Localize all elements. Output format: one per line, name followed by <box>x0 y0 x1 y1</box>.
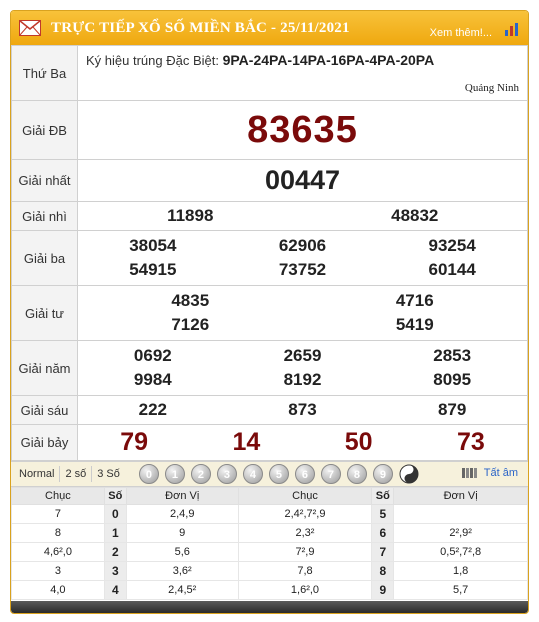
mode-normal-button[interactable]: Normal <box>11 466 60 482</box>
loto-don-vi: 2,4,9 <box>126 505 238 524</box>
province-name: Quảng Ninh <box>464 82 519 94</box>
prize-g5-number: 8192 <box>283 370 322 389</box>
prize-g4-number: 5419 <box>395 315 434 334</box>
digit-filter <box>139 464 419 484</box>
loto-don-vi <box>394 505 528 524</box>
loto-so: 7 <box>372 543 394 562</box>
prize-g4-number: 4716 <box>395 291 434 310</box>
prize-g4-number: 7126 <box>171 315 210 334</box>
loto-so: 0 <box>104 505 126 524</box>
see-more-link[interactable]: Xem thêm!... <box>429 27 492 39</box>
loto-so: 5 <box>372 505 394 524</box>
prize-g1-number: 00447 <box>264 165 341 195</box>
all-sound-button[interactable] <box>462 467 518 479</box>
loto-header-chuc: Chục <box>238 488 372 505</box>
digit-3-button[interactable]: 3 <box>217 464 237 484</box>
loto-don-vi: 3,6² <box>126 562 238 581</box>
loto-don-vi: 5,7 <box>394 581 528 600</box>
table-row <box>12 562 528 581</box>
special-code-row <box>78 46 528 101</box>
prize-g5-number: 0692 <box>133 346 172 365</box>
digit-2-button[interactable]: 2 <box>191 464 211 484</box>
prize-g5-number: 8095 <box>433 370 472 389</box>
loto-don-vi: 2,4,5² <box>126 581 238 600</box>
prize-label-g2: Giải nhì <box>12 202 78 231</box>
widget-header <box>11 11 528 45</box>
loto-don-vi: 5,6 <box>126 543 238 562</box>
loto-table <box>11 487 528 600</box>
loto-so: 1 <box>104 524 126 543</box>
prize-label-g6: Giải sáu <box>12 396 78 425</box>
loto-chuc: 2,4²,7²,9 <box>238 505 372 524</box>
digit-0-button[interactable]: 0 <box>139 464 159 484</box>
display-toolbar <box>11 461 528 487</box>
speaker-icon <box>462 467 480 479</box>
loto-chuc: 4,0 <box>12 581 105 600</box>
prize-g2-number: 48832 <box>391 206 439 225</box>
loto-so: 4 <box>104 581 126 600</box>
loto-chuc: 2,3² <box>238 524 372 543</box>
prize-label-g1: Giải nhất <box>12 160 78 202</box>
prize-g3-number: 38054 <box>129 236 177 255</box>
prize-label-g3: Giải ba <box>12 231 78 286</box>
prize-g3-number: 93254 <box>428 236 476 255</box>
bar-chart-icon[interactable] <box>504 22 520 36</box>
prize-g7-number: 73 <box>456 428 485 456</box>
lottery-widget <box>10 10 529 614</box>
digit-7-button[interactable]: 7 <box>321 464 341 484</box>
prize-g5-number: 9984 <box>133 370 172 389</box>
loto-don-vi: 9 <box>126 524 238 543</box>
mode-2-digits-button[interactable]: 2 số <box>60 466 92 482</box>
digit-1-button[interactable]: 1 <box>165 464 185 484</box>
prize-g3-number: 62906 <box>278 236 327 255</box>
loto-chuc: 4,6²,0 <box>12 543 105 562</box>
prize-g5-number: 2853 <box>433 346 472 365</box>
loto-chuc: 7 <box>12 505 105 524</box>
loto-so: 8 <box>372 562 394 581</box>
prize-label-g4: Giải tư <box>12 286 78 341</box>
loto-so: 2 <box>104 543 126 562</box>
loto-so: 3 <box>104 562 126 581</box>
prize-g5-number: 2659 <box>283 346 322 365</box>
loto-chuc: 7²,9 <box>238 543 372 562</box>
mode-3-digits-button[interactable]: 3 Số <box>97 468 120 480</box>
prize-g7-number: 50 <box>344 428 373 456</box>
prize-g6-number: 222 <box>138 400 168 419</box>
loto-chuc: 8 <box>12 524 105 543</box>
prize-g3-number: 54915 <box>129 260 177 279</box>
prize-g4-number: 4835 <box>171 291 210 310</box>
prize-g3-number: 60144 <box>428 260 476 279</box>
table-row <box>12 505 528 524</box>
day-label: Thứ Ba <box>12 46 78 101</box>
digit-9-button[interactable]: 9 <box>373 464 393 484</box>
digit-6-button[interactable]: 6 <box>295 464 315 484</box>
digit-4-button[interactable]: 4 <box>243 464 263 484</box>
special-code-label: Ký hiệu trúng Đặc Biệt: <box>86 53 219 68</box>
prize-g7-number: 79 <box>120 428 149 456</box>
prize-db-number: 83635 <box>247 108 358 151</box>
digit-8-button[interactable]: 8 <box>347 464 367 484</box>
prize-label-g7: Giải bảy <box>12 425 78 461</box>
table-row <box>12 543 528 562</box>
prize-g3-number: 73752 <box>278 260 327 279</box>
table-row <box>12 524 528 543</box>
table-row <box>12 581 528 600</box>
widget-footer-bar <box>11 601 528 613</box>
loto-chuc: 1,6²,0 <box>238 581 372 600</box>
prize-g2-number: 11898 <box>167 206 214 225</box>
loto-so: 6 <box>372 524 394 543</box>
prize-g6-number: 873 <box>288 400 317 419</box>
prize-label-db: Giải ĐB <box>12 101 78 160</box>
special-code-value: 9PA-24PA-14PA-16PA-4PA-20PA <box>222 52 435 68</box>
loto-header-don-vi: Đơn Vị <box>126 488 238 505</box>
prize-label-g5: Giải năm <box>12 341 78 396</box>
prize-g6-number: 879 <box>437 400 467 419</box>
loto-don-vi: 1,8 <box>394 562 528 581</box>
mail-icon <box>19 20 41 36</box>
digit-5-button[interactable]: 5 <box>269 464 289 484</box>
loto-header-so: Số <box>372 488 394 505</box>
loto-header-chuc: Chục <box>12 488 105 505</box>
loto-header-don-vi: Đơn Vị <box>394 488 528 505</box>
loto-don-vi: 2²,9² <box>394 524 528 543</box>
loto-don-vi: 0,5²,7²,8 <box>394 543 528 562</box>
results-table <box>11 45 528 461</box>
all-sound-label: Tất âm <box>483 467 518 479</box>
prize-g7-number: 14 <box>232 428 261 456</box>
widget-title: TRỰC TIẾP XỔ SỐ MIỀN BẮC - 25/11/2021 <box>51 19 350 36</box>
yin-yang-icon[interactable] <box>399 464 419 484</box>
loto-so: 9 <box>372 581 394 600</box>
loto-chuc: 7,8 <box>238 562 372 581</box>
loto-chuc: 3 <box>12 562 105 581</box>
loto-header-so: Số <box>104 488 126 505</box>
